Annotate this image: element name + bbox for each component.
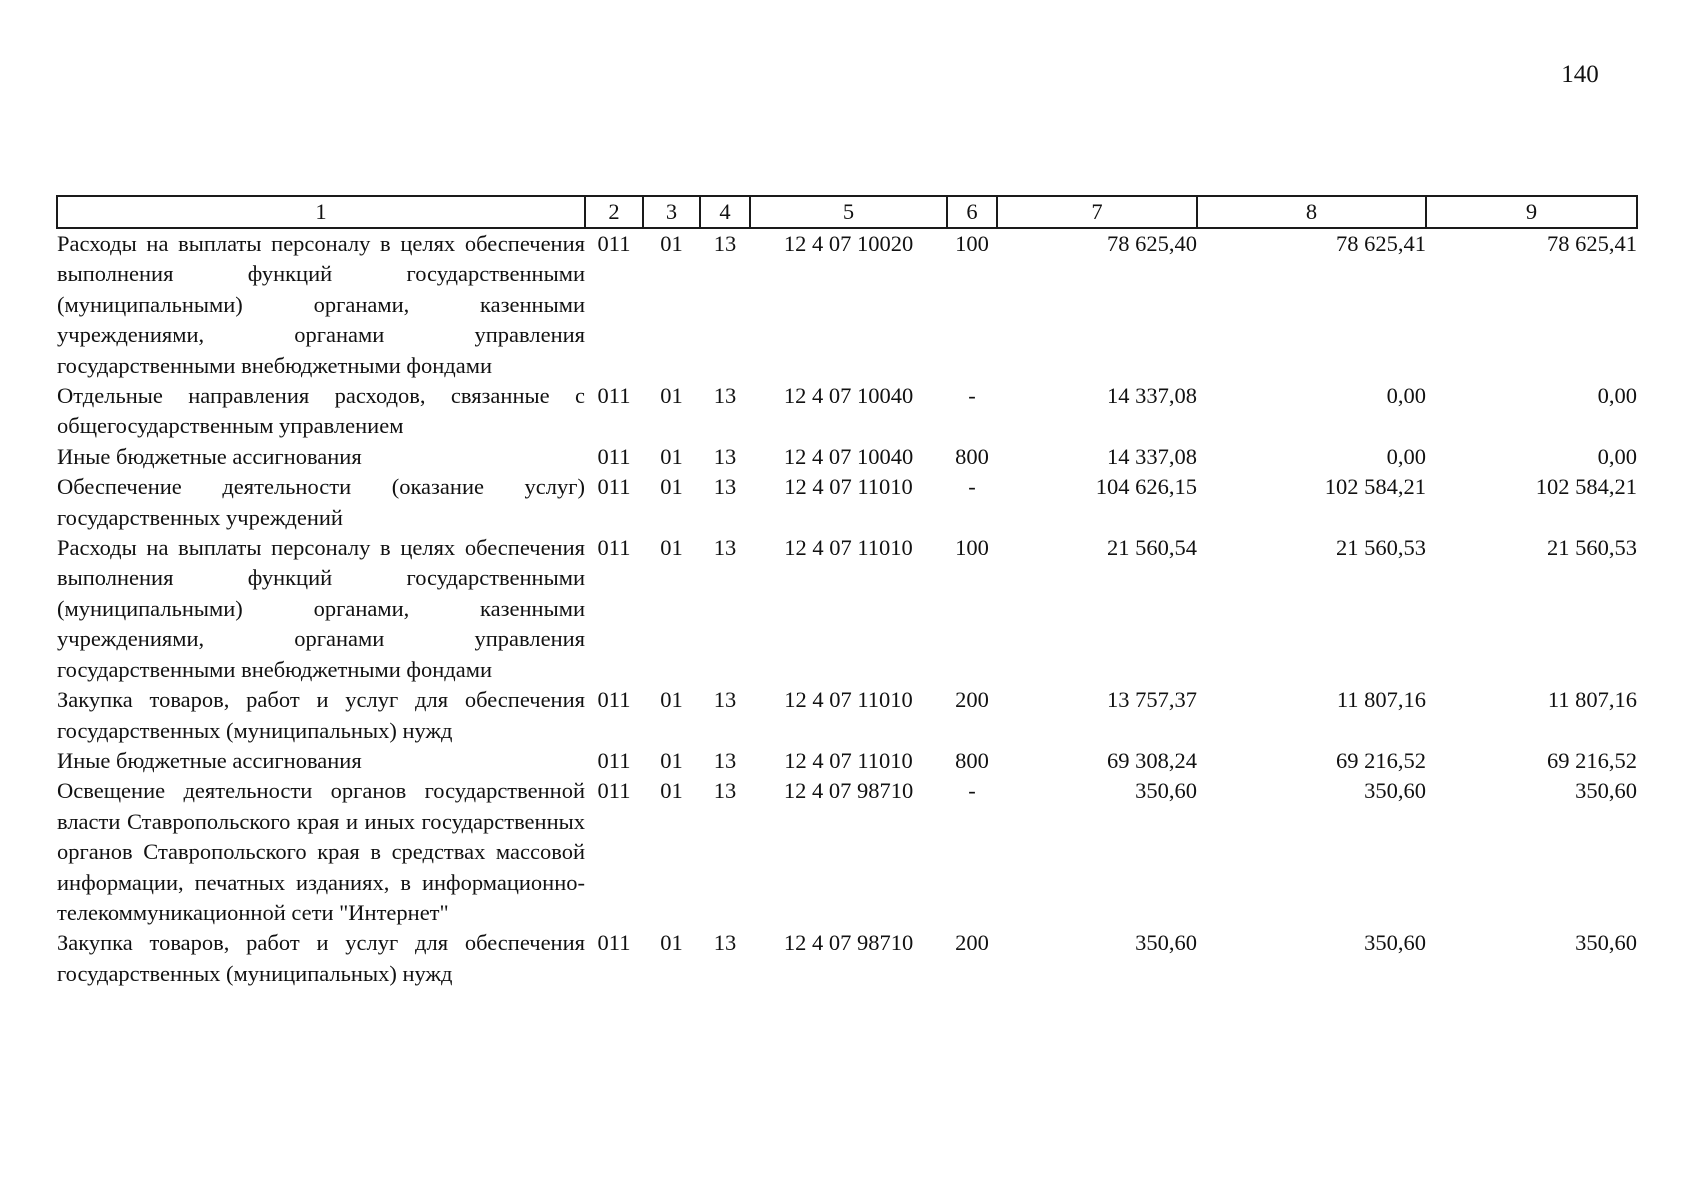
- header-col-8: 8: [1197, 196, 1426, 228]
- budget-table: [56, 195, 1638, 989]
- row-sum-col9: 350,60: [1575, 778, 1637, 804]
- row-csr: 12 4 07 98710: [783, 778, 914, 804]
- row-rz: 01: [660, 231, 683, 256]
- table-row: [57, 228, 1637, 381]
- row-pr: 13: [713, 535, 737, 561]
- row-ved: 011: [597, 231, 631, 256]
- row-csr: 12 4 07 11010: [784, 687, 913, 713]
- row-sum-col7: 350,60: [1135, 778, 1197, 804]
- row-csr: 12 4 07 98710: [783, 930, 914, 956]
- row-vr: -: [968, 778, 976, 804]
- row-ved: 011: [597, 443, 631, 469]
- row-ved: 011: [597, 383, 631, 409]
- row-name: Отдельные направления расходов, связанные с общегосударственным управлением: [57, 383, 585, 439]
- row-name: Расходы на выплаты персоналу в целях обеспечения выполнения функций государственными (муниципальными) органами, казенными учреждениями, органами управления государственными внебюджетными фондами: [57, 535, 585, 682]
- row-sum-col7: 14 337,08: [1107, 383, 1197, 409]
- row-sum-col8: 0,00: [1386, 383, 1426, 409]
- row-pr: 13: [713, 383, 737, 409]
- row-name: Иные бюджетные ассигнования: [57, 747, 362, 773]
- row-rz: 01: [660, 778, 683, 804]
- row-sum-col8: 102 584,21: [1324, 474, 1426, 500]
- row-sum-col7: 21 560,54: [1107, 535, 1197, 561]
- row-rz: 01: [660, 383, 683, 409]
- row-sum-col7: 69 308,24: [1107, 747, 1197, 773]
- row-csr: 12 4 07 10020: [783, 231, 914, 256]
- row-pr: 13: [713, 231, 737, 256]
- row-pr: 13: [713, 930, 737, 956]
- row-name: Освещение деятельности органов государственной власти Ставропольского края и иных государственных органов Ставропольского края в средствах массовой информации, печатных изданиях, в информационно-телекоммуникационной сети "Интернет": [57, 778, 585, 925]
- table-row: [57, 746, 1637, 776]
- row-sum-col7: 13 757,37: [1107, 687, 1197, 713]
- row-pr: 13: [713, 474, 737, 500]
- row-rz: 01: [660, 474, 683, 500]
- header-col-6: 6: [947, 196, 997, 228]
- table-row: [57, 685, 1637, 746]
- row-sum-col7: 14 337,08: [1107, 443, 1197, 469]
- row-sum-col9: 78 625,41: [1547, 231, 1637, 256]
- row-sum-col9: 11 807,16: [1547, 687, 1637, 713]
- row-name: Обеспечение деятельности (оказание услуг) государственных учреждений: [57, 474, 585, 530]
- header-col-9: 9: [1426, 196, 1637, 228]
- row-ved: 011: [597, 778, 631, 804]
- table-row: [57, 442, 1637, 472]
- row-csr: 12 4 07 10040: [783, 383, 914, 409]
- row-sum-col9: 0,00: [1597, 383, 1637, 409]
- row-sum-col8: 0,00: [1386, 443, 1426, 469]
- row-ved: 011: [597, 930, 631, 956]
- row-name: Закупка товаров, работ и услуг для обеспечения государственных (муниципальных) нужд: [57, 930, 585, 986]
- row-sum-col9: 350,60: [1575, 930, 1637, 956]
- row-name: Закупка товаров, работ и услуг для обеспечения государственных (муниципальных) нужд: [57, 687, 585, 743]
- row-rz: 01: [660, 930, 683, 956]
- row-csr: 12 4 07 11010: [784, 474, 913, 500]
- page-number: 140: [1561, 61, 1599, 88]
- row-rz: 01: [660, 443, 683, 469]
- row-csr: 12 4 07 11010: [784, 747, 913, 773]
- row-pr: 13: [713, 778, 737, 804]
- row-sum-col9: 69 216,52: [1547, 747, 1637, 773]
- row-sum-col9: 102 584,21: [1535, 474, 1637, 500]
- row-sum-col8: 21 560,53: [1336, 535, 1426, 561]
- row-sum-col7: 78 625,40: [1107, 231, 1197, 256]
- row-ved: 011: [597, 687, 631, 713]
- header-col-3: 3: [643, 196, 700, 228]
- row-vr: 800: [955, 443, 989, 469]
- row-pr: 13: [713, 443, 737, 469]
- row-sum-col8: 78 625,41: [1336, 231, 1426, 256]
- table-row: [57, 472, 1637, 533]
- row-name: Расходы на выплаты персоналу в целях обеспечения выполнения функций государственными (муниципальными) органами, казенными учреждениями, органами управления государственными внебюджетными фондами: [57, 231, 585, 378]
- row-sum-col8: 350,60: [1364, 778, 1426, 804]
- row-pr: 13: [713, 687, 737, 713]
- table-row: [57, 776, 1637, 928]
- table-body: [57, 228, 1637, 989]
- header-col-1: 1: [57, 196, 585, 228]
- row-pr: 13: [713, 747, 737, 773]
- table-row: [57, 928, 1637, 989]
- row-csr: 12 4 07 11010: [784, 535, 913, 561]
- row-vr: -: [968, 383, 976, 409]
- table-header: [57, 196, 1637, 228]
- row-sum-col9: 21 560,53: [1547, 535, 1637, 561]
- row-ved: 011: [597, 747, 631, 773]
- row-rz: 01: [660, 687, 683, 713]
- row-sum-col8: 69 216,52: [1336, 747, 1426, 773]
- row-vr: 200: [955, 687, 989, 713]
- header-col-2: 2: [585, 196, 643, 228]
- header-row: [57, 196, 1637, 228]
- table-row: [57, 533, 1637, 685]
- row-vr: 100: [955, 535, 989, 561]
- header-col-4: 4: [700, 196, 750, 228]
- header-col-7: 7: [997, 196, 1197, 228]
- table-row: [57, 381, 1637, 442]
- row-name: Иные бюджетные ассигнования: [57, 443, 362, 469]
- header-col-5: 5: [750, 196, 947, 228]
- row-sum-col7: 350,60: [1135, 930, 1197, 956]
- row-sum-col9: 0,00: [1597, 443, 1637, 469]
- row-sum-col7: 104 626,15: [1095, 474, 1197, 500]
- row-vr: 200: [955, 930, 989, 956]
- row-rz: 01: [660, 747, 683, 773]
- row-vr: -: [968, 474, 976, 500]
- row-csr: 12 4 07 10040: [783, 443, 914, 469]
- row-rz: 01: [660, 535, 683, 561]
- row-vr: 800: [955, 747, 989, 773]
- row-ved: 011: [597, 474, 631, 500]
- row-sum-col8: 350,60: [1364, 930, 1426, 956]
- row-sum-col8: 11 807,16: [1336, 687, 1426, 713]
- row-vr: 100: [955, 231, 989, 256]
- row-ved: 011: [597, 535, 631, 561]
